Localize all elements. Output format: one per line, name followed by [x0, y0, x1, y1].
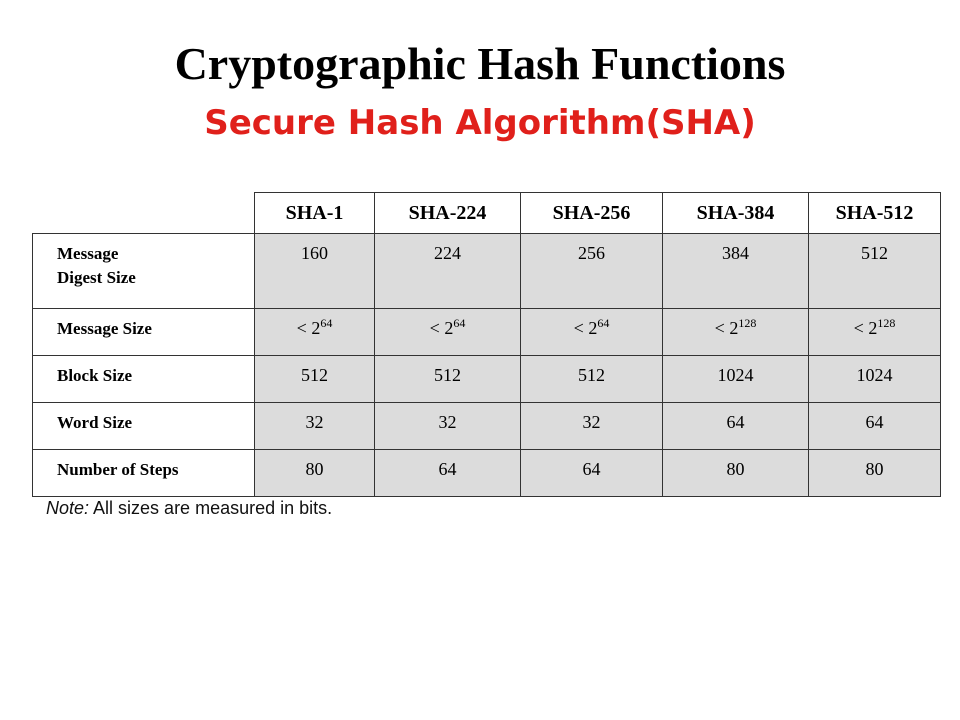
table-cell: 64	[809, 403, 941, 450]
cell-base: < 2	[296, 318, 321, 338]
row-label-line: Digest Size	[57, 268, 136, 287]
column-header: SHA-512	[809, 193, 941, 234]
table-cell: 512	[521, 356, 663, 403]
cell-exponent: 128	[877, 316, 896, 330]
table-cell: 384	[663, 234, 809, 309]
row-label-line: Message	[57, 244, 119, 263]
table-cell: 64	[521, 450, 663, 497]
sha-comparison-table	[32, 192, 941, 497]
table-cell: 32	[521, 403, 663, 450]
table-cell: 1024	[663, 356, 809, 403]
cell-base: < 2	[714, 318, 739, 338]
row-label: Message Size	[33, 309, 255, 356]
row-label: Word Size	[33, 403, 255, 450]
table-cell	[255, 309, 375, 356]
note-prefix: Note:	[46, 498, 90, 518]
table-row	[33, 356, 941, 403]
column-header: SHA-224	[375, 193, 521, 234]
row-label	[33, 234, 255, 309]
table-cell: 32	[255, 403, 375, 450]
table-footnote	[46, 498, 332, 519]
cell-base: < 2	[573, 318, 598, 338]
cell-exponent: 128	[738, 316, 757, 330]
table-cell: 224	[375, 234, 521, 309]
column-header: SHA-384	[663, 193, 809, 234]
table-row	[33, 234, 941, 309]
header-blank-cell	[33, 193, 255, 234]
column-header: SHA-1	[255, 193, 375, 234]
table-cell: 32	[375, 403, 521, 450]
cell-exponent: 64	[597, 316, 610, 330]
table-cell	[663, 309, 809, 356]
table-cell: 80	[255, 450, 375, 497]
column-header: SHA-256	[521, 193, 663, 234]
note-text: All sizes are measured in bits.	[89, 498, 333, 518]
table-cell: 512	[375, 356, 521, 403]
table-row	[33, 309, 941, 356]
table-cell: 512	[809, 234, 941, 309]
table-row	[33, 450, 941, 497]
table-cell: 64	[663, 403, 809, 450]
table-row	[33, 403, 941, 450]
cell-exponent: 64	[320, 316, 333, 330]
row-label: Block Size	[33, 356, 255, 403]
cell-exponent: 64	[453, 316, 466, 330]
table-cell	[521, 309, 663, 356]
row-label: Number of Steps	[33, 450, 255, 497]
table-cell: 80	[809, 450, 941, 497]
table-cell	[375, 309, 521, 356]
table-cell	[809, 309, 941, 356]
table-cell: 1024	[809, 356, 941, 403]
cell-base: < 2	[853, 318, 878, 338]
table-cell: 512	[255, 356, 375, 403]
slide-subtitle: Secure Hash Algorithm(SHA)	[204, 103, 756, 143]
table-cell: 64	[375, 450, 521, 497]
cell-base: < 2	[429, 318, 454, 338]
slide-title: Cryptographic Hash Functions	[174, 38, 786, 89]
table-cell: 80	[663, 450, 809, 497]
table-header-row	[33, 193, 941, 234]
table-cell: 160	[255, 234, 375, 309]
table-cell: 256	[521, 234, 663, 309]
